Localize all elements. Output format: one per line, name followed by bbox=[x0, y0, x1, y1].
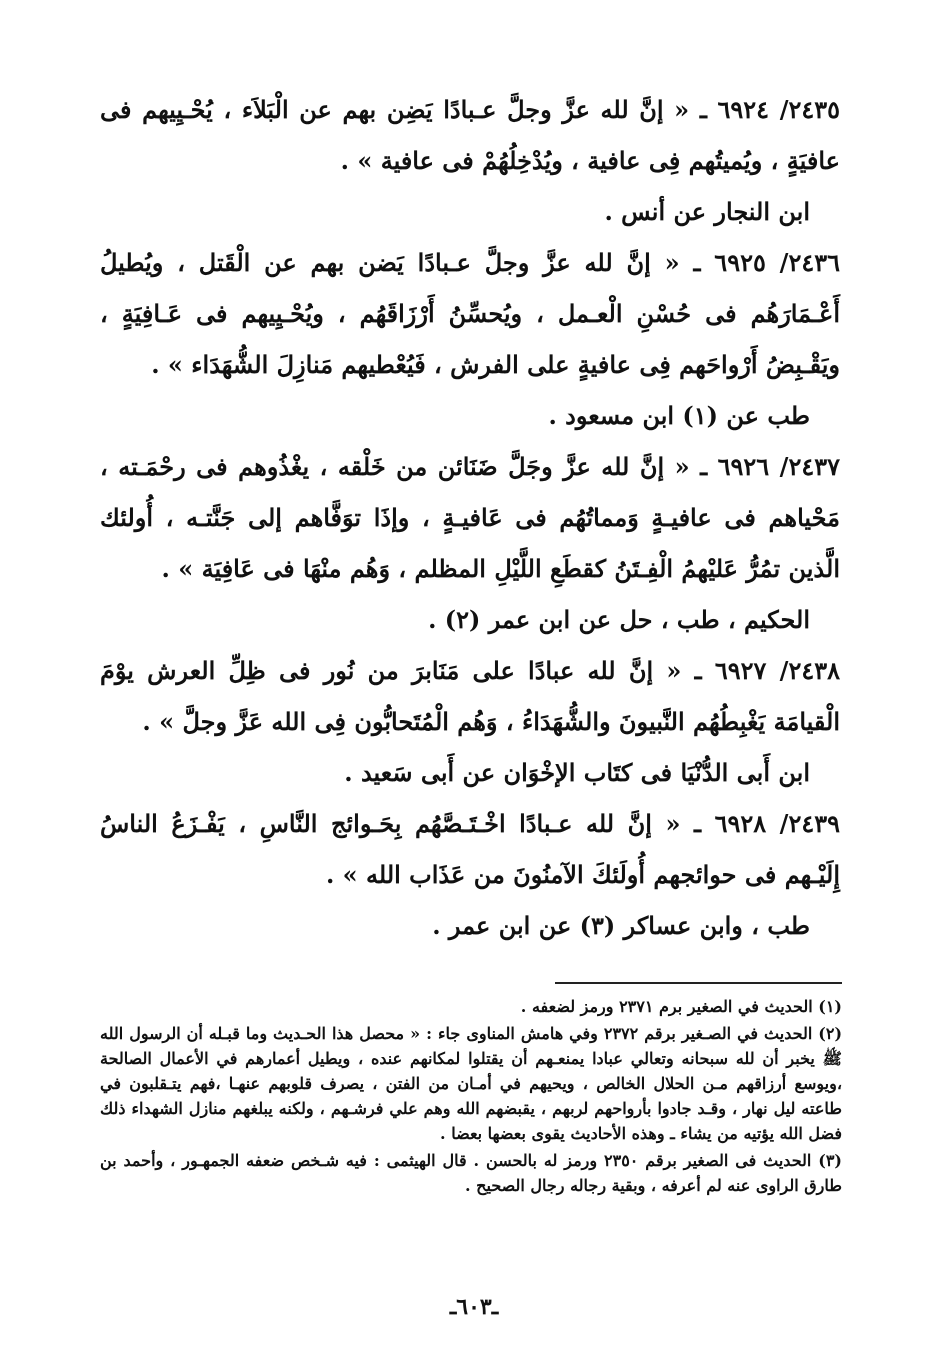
hadith-number: ٢٤٣٦/ ٦٩٢٥ ـ bbox=[693, 248, 841, 277]
hadith-entry bbox=[100, 84, 840, 186]
footnote-divider bbox=[555, 982, 842, 984]
hadith-entry bbox=[100, 645, 840, 747]
hadith-text: « إنَّ لله عبادًا على مَنَابرَ من نُور فى ظِلِّ العرش يوْمَ الْقيامَة يَغْبِطُهُم النَّبيونَ والشُّهَدَاءُ ، وَهُم الْمُتَحابُّون فِى الله عَزَّ وجلَّ » . bbox=[100, 656, 840, 736]
hadith-source: ابن النجار عن أنس . bbox=[604, 197, 810, 226]
hadith-source: ابن أَبى الدُّنْيَا فى كتَاب الإخْوَان عن أَبى سَعيد . bbox=[344, 758, 810, 787]
hadith-number: ٢٤٣٧/ ٦٩٢٦ ـ bbox=[700, 452, 840, 481]
hadith-number: ٢٤٣٨/ ٦٩٢٧ ـ bbox=[694, 656, 840, 685]
footnote: (٢) الحديث في الصـغير برقم ٢٣٧٢ وفي هامش المناوى جاء : « محصل هذا الحـديث وما قبـله أن الرسول الله ﷺ يخبر أن لله سبحانه وتعالي عبادا يمنعـهم أن يقتلوا لمكانهم عنده ، ويطيل أعمارهم في الأعمال الصالحة ،ويوسع أرزاقهم مـن الحلال الخالص ، ويحيهم في أمـان من الفتن ، يصرف قلوبهم عنهـا ،فهم يتـقلبون في طاعته ليل نهار ، وقـد جادوا بأرواحهم لربهم ، يقبضهم الله وهم علي فرشـهم ، ولكنه يبلغهم منازل الشهداء ذلك فضل الله يؤتيه من يشاء ـ وهذه الأحاديث يقوى بعضها بعضا . bbox=[100, 1024, 843, 1143]
hadith-entry bbox=[100, 441, 840, 594]
hadith-number: ٢٤٣٥/ ٦٩٢٤ ـ bbox=[699, 95, 841, 124]
footnote: (٣) الحديث فى الصغير برقم ٢٣٥٠ ورمز له بالحسن . قال الهيثمى : فيه شـخص ضعفه الجمهـور ، وأحمد بن طارق الراوى عنه لم أعرفه ، وبقية رجاله رجال الصحيح . bbox=[100, 1151, 842, 1195]
hadith-source: الحكيم ، طب ، حل عن ابن عمر (٢) . bbox=[428, 605, 810, 634]
hadith-number: ٢٤٣٩/ ٦٩٢٨ ـ bbox=[694, 809, 841, 838]
page-number: ـ٦٠٣ـ bbox=[449, 1294, 499, 1320]
hadith-text: « إنَّ لله عـبادًا اخْـتَـصَّهُم بِحَـوائج النَّاسِ ، يَفْـزَعُ الناسُ إِلَيْـهم فى حوائجهم أُولَئكَ الآمنُونَ من عَذَاب الله » . bbox=[100, 809, 840, 889]
footnotes-section bbox=[100, 994, 842, 1200]
hadith-text: « إنَّ لله عزَّ وجَلَّ ضَنَائن من خَلْقه ، يغْذُوهم فى رحْمَـته ، مَحْياهم فى عافيـةٍ وَمماتُهُم فى عَافيـةٍ ، وإذَا توَفَّاهم إلى جَنَّتـه ، أُولئك الَّذين تمُرُّ عَليْهمُ الْفِـتَنُ كقطَعِ اللَّيْلِ المظلم ، وَهُم منْهَا فى عَافِيَة » . bbox=[100, 452, 840, 583]
hadith-source: طب ، وابن عساكر (٣) عن ابن عمر . bbox=[432, 911, 810, 940]
hadith-text: « إنَّ لله عزَّ وجلَّ عـبادًا يَضن بهم عن الْقَتل ، ويُطيلُ أَعْـمَارَهُم فى حُسْنِ الْعـمل ، ويُحسِّنُ أَرْزَاقَهُم ، ويُحْـيِيهم فى عَـافِيَةٍ ، ويَقْـبِضُ أَرْواحَهم فِى عافيةٍ على الفرش ، فَيُعْطيهم مَنازِلَ الشُّهَدَاء » . bbox=[100, 248, 840, 379]
hadith-source: طب عن (١) ابن مسعود . bbox=[548, 401, 810, 430]
hadith-entry bbox=[100, 798, 840, 900]
hadith-entry bbox=[100, 237, 840, 390]
footnote: (١) الحديث في الصغير برم ٢٣٧١ ورمز لضعفه . bbox=[520, 997, 842, 1016]
main-text-body bbox=[100, 84, 840, 951]
hadith-text: « إنَّ لله عزَّ وجلَّ عـبادًا يَضِن بهم عن الْبَلاَء ، يُحْـيِيهم فى عافيَةٍ ، ويُميتُهم فِى عافية ، ويُدْخِلُهُمْ فى عافية » . bbox=[100, 95, 840, 175]
